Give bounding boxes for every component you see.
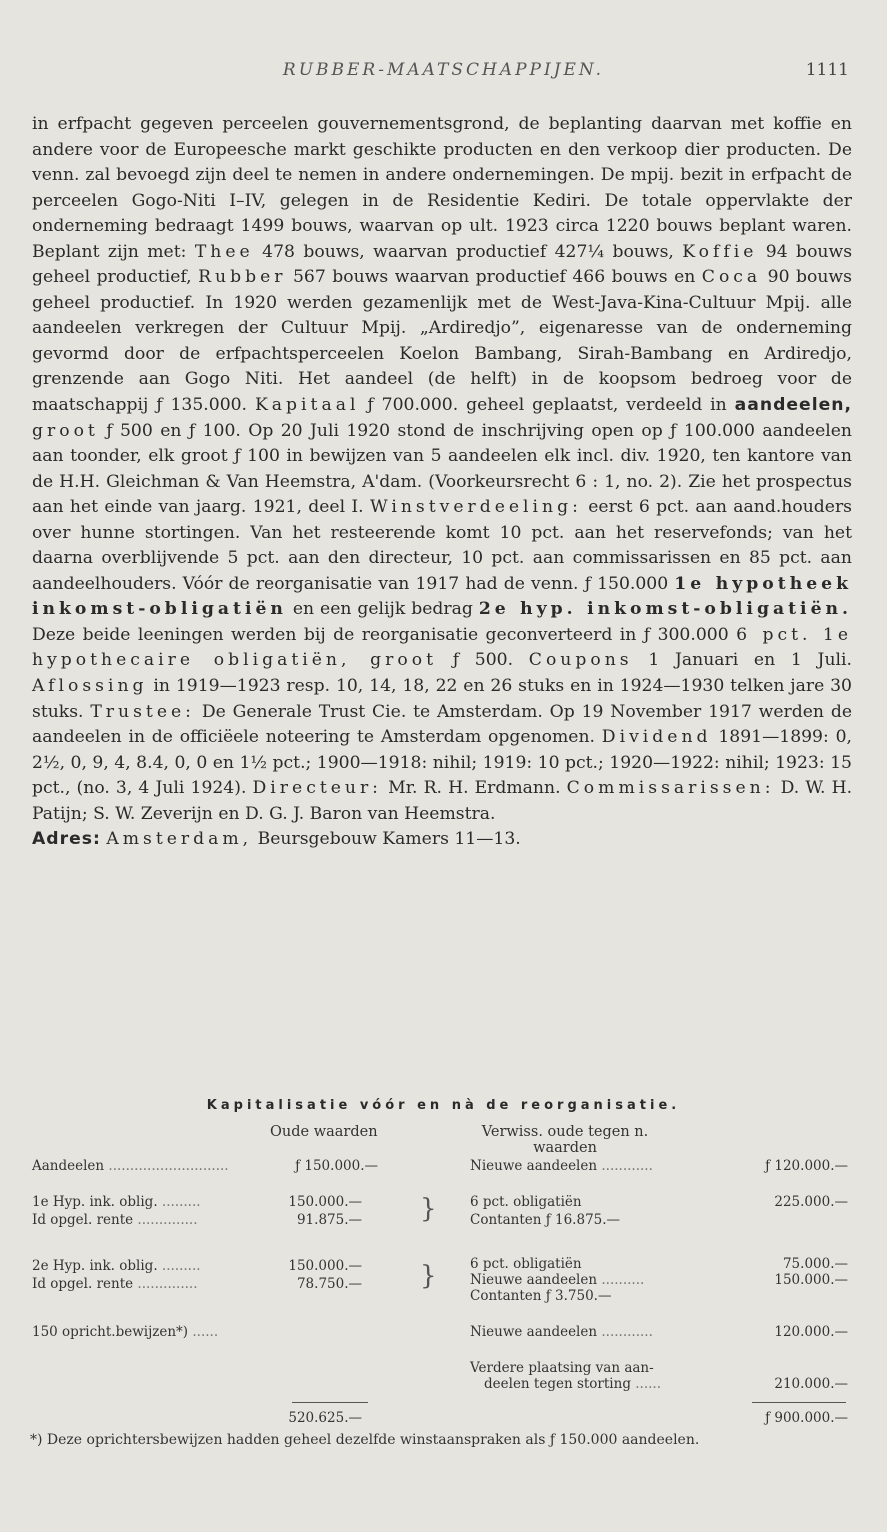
text-run: eerst 6 pct. aan aand.houders over hunne stortingen. Van het resteerende komt 10 pct. aan het reservefonds; van het daarna overblijvende 5 pct. aan den directeur, 10 pct. aan commissarissen en 85 pct. aan aandeelhouders. Vóór de reorganisatie van 1917 had de venn. ƒ 150.000	[32, 497, 852, 594]
text-run: ƒ 700.000. geheel geplaatst, verdeeld in	[367, 395, 727, 416]
keyword-commissarissen: Commissarissen:	[566, 778, 775, 799]
keyword-2e-hypotheek: 2e hyp. inkomst-obligatiën.	[478, 599, 852, 620]
text-run: 1891—1899: 0, 2½, 0, 9, 4, 8.4, 0, 0 en 1½ pct.; 1900—1918: nihil; 1919: 10 pct.; 1920—1922: nihil; 1923: 15 pct., (no. 3, 4 Juli 1924).	[32, 727, 852, 799]
row-label: Id opgel. rente ..............	[32, 1276, 198, 1292]
text-run: in erfpacht gegeven perceelen gouvernementsgrond, de beplanting daarvan met koffie en andere voor de Europeesche markt geschikte producten en den verkoop dier producten. De venn. zal bevoegd zijn deel te nemen in andere ondernemingen. De mpij. bezit in erfpacht de perceelen Gogo-Niti I–IV, gelegen in de Residentie Kediri. De totale oppervlakte der onderneming bedraagt 1499 bouws, waarvan op ult. 1923 circa 1220 bouws beplant waren. Beplant zijn met:	[32, 114, 852, 262]
text-run: in 1919—1923 resp. 10, 14, 18, 22 en 26 stuks en in 1924—1930 telken jare 30 stuks.	[32, 676, 852, 722]
running-title: RUBBER-MAATSCHAPPIJEN.	[282, 60, 605, 80]
keyword-rubber: Rubber	[198, 267, 287, 288]
company-description	[32, 112, 852, 853]
row-label: Aandeelen ............................	[32, 1158, 229, 1174]
keyword-kapitaal: Kapitaal	[254, 395, 360, 416]
row-value: ƒ 150.000.—	[295, 1158, 378, 1174]
footnote: *) Deze oprichtersbewijzen hadden geheel dezelfde winstaanspraken als ƒ 150.000 aandeelen.	[30, 1432, 700, 1448]
keyword-thee: Thee	[194, 241, 254, 262]
row-label: Contanten ƒ 16.875.—	[470, 1212, 621, 1228]
text-run: en een gelijk bedrag	[292, 599, 473, 620]
text-run: ƒ 500 en ƒ 100. Op 20 Juli 1920 stond de inschrijving open op ƒ 100.000 aandeelen aan toonder, elk groot ƒ 100 in bewijzen van 5 aandeelen elk incl. div. 1920, ten kantore van de H.H. Gleichman & Van Heemstra, A'dam. (Voorkeursrecht 6 : 1, no. 2). Zie het prospectus aan het einde van jaarg. 1921, deel I.	[32, 420, 853, 518]
total-rule-old	[292, 1402, 368, 1403]
keyword-coca: Coca	[701, 267, 762, 288]
total-new: ƒ 900.000.—	[765, 1410, 848, 1426]
keyword-6pct-obligatien: 6 pct. 1e hypothecaire obligatiën, groot	[32, 624, 853, 671]
row-value: ƒ 120.000.—	[765, 1158, 848, 1174]
keyword-directeur: Directeur:	[252, 778, 382, 799]
row-value: 91.875.—	[296, 1212, 362, 1228]
text-run: Beursgebouw Kamers 11—13.	[257, 829, 521, 850]
keyword-dividend: Dividend	[601, 727, 712, 748]
row-label: Nieuwe aandeelen ..........	[470, 1272, 645, 1288]
keyword-amsterdam: Amsterdam,	[106, 829, 253, 850]
keyword-adres: Adres:	[32, 829, 101, 850]
row-value: 225.000.—	[774, 1194, 848, 1210]
text-run: De Generale Trust Cie. te Amsterdam. Op 19 November 1917 werden de aandeelen in de officiëele noteering te Amsterdam opgenomen.	[32, 701, 853, 748]
row-label: 1e Hyp. ink. oblig. .........	[32, 1194, 201, 1210]
total-rule-new	[752, 1402, 846, 1403]
text-run: 567 bouws waarvan productief 466 bouws en	[293, 267, 696, 288]
row-value: 150.000.—	[288, 1258, 362, 1274]
keyword-coupons: Coupons	[528, 650, 633, 671]
text-run: 478 bouws, waarvan productief 427¼ bouws,	[262, 241, 674, 262]
text-run: 1 Januari en 1 Juli.	[648, 650, 852, 671]
keyword-trustee: Trustee:	[90, 701, 195, 722]
column-header-new: Verwiss. oude tegen n. waarden	[481, 1124, 649, 1156]
column-header-old: Oude waarden	[270, 1124, 378, 1140]
capitalisation-title: Kapitalisatie vóór en nà de reorganisatie.	[206, 1098, 681, 1113]
total-old: 520.625.—	[288, 1410, 362, 1426]
row-label: 6 pct. obligatiën	[470, 1194, 582, 1210]
row-label: 6 pct. obligatiën	[470, 1256, 582, 1272]
row-value: 210.000.—	[774, 1376, 848, 1392]
row-label: Verdere plaatsing van aan-	[470, 1360, 654, 1376]
row-label: Nieuwe aandeelen ............	[470, 1324, 653, 1340]
text-run: D. W. H. Patijn; S. W. Zeverijn en D. G. J. Baron van Heemstra.	[32, 778, 853, 824]
row-value: 120.000.—	[774, 1324, 848, 1340]
row-label: 2e Hyp. ink. oblig. .........	[32, 1258, 201, 1274]
row-label: Id opgel. rente ..............	[32, 1212, 198, 1228]
brace: }	[420, 1194, 437, 1224]
brace: }	[420, 1261, 437, 1291]
keyword-aflossing: Aflossing	[32, 676, 148, 697]
row-label: 150 opricht.bewijzen*) ......	[32, 1324, 219, 1340]
text-run: Mr. R. H. Erdmann.	[388, 778, 561, 799]
row-label: deelen tegen storting ......	[484, 1376, 662, 1392]
page-number: 1111	[805, 60, 849, 80]
text-run: ƒ 500.	[452, 650, 514, 671]
keyword-groot: groot	[32, 420, 99, 441]
keyword-koffie: Koffie	[682, 241, 758, 262]
page-header	[0, 60, 887, 90]
row-label: Nieuwe aandeelen ............	[470, 1158, 653, 1174]
keyword-winstverdeeling: Winstverdeeling:	[369, 497, 582, 518]
text-run: 94 bouws geheel productief,	[32, 241, 853, 288]
row-value: 150.000.—	[288, 1194, 362, 1210]
text-run: Deze beide leeningen werden bij de reorganisatie geconverteerd in ƒ 300.000	[32, 624, 729, 645]
row-value: 150.000.—	[774, 1272, 848, 1288]
keyword-1e-hypotheek: 1e hypotheek inkomst-obligatiën	[32, 573, 852, 620]
row-value: 75.000.—	[782, 1256, 848, 1272]
row-label: Contanten ƒ 3.750.—	[470, 1288, 612, 1304]
row-value: 78.750.—	[296, 1276, 362, 1292]
text-run: 90 bouws geheel productief. In 1920 werden gezamenlijk met de West-Java-Kina-Cultuur Mpij. alle aandeelen verkregen der Cultuur Mpij. „Ardiredjo”, eigenaresse van de onderneming gevormd door de erfpachtsperceelen Koelon Bambang, Sirah-Bambang en Ardiredjo, grenzende aan Gogo Niti. Het aandeel (de helft) in de koopsom bedroeg voor de maatschappij ƒ 135.000.	[32, 267, 852, 416]
keyword-aandeelen: aandeelen,	[734, 395, 853, 416]
